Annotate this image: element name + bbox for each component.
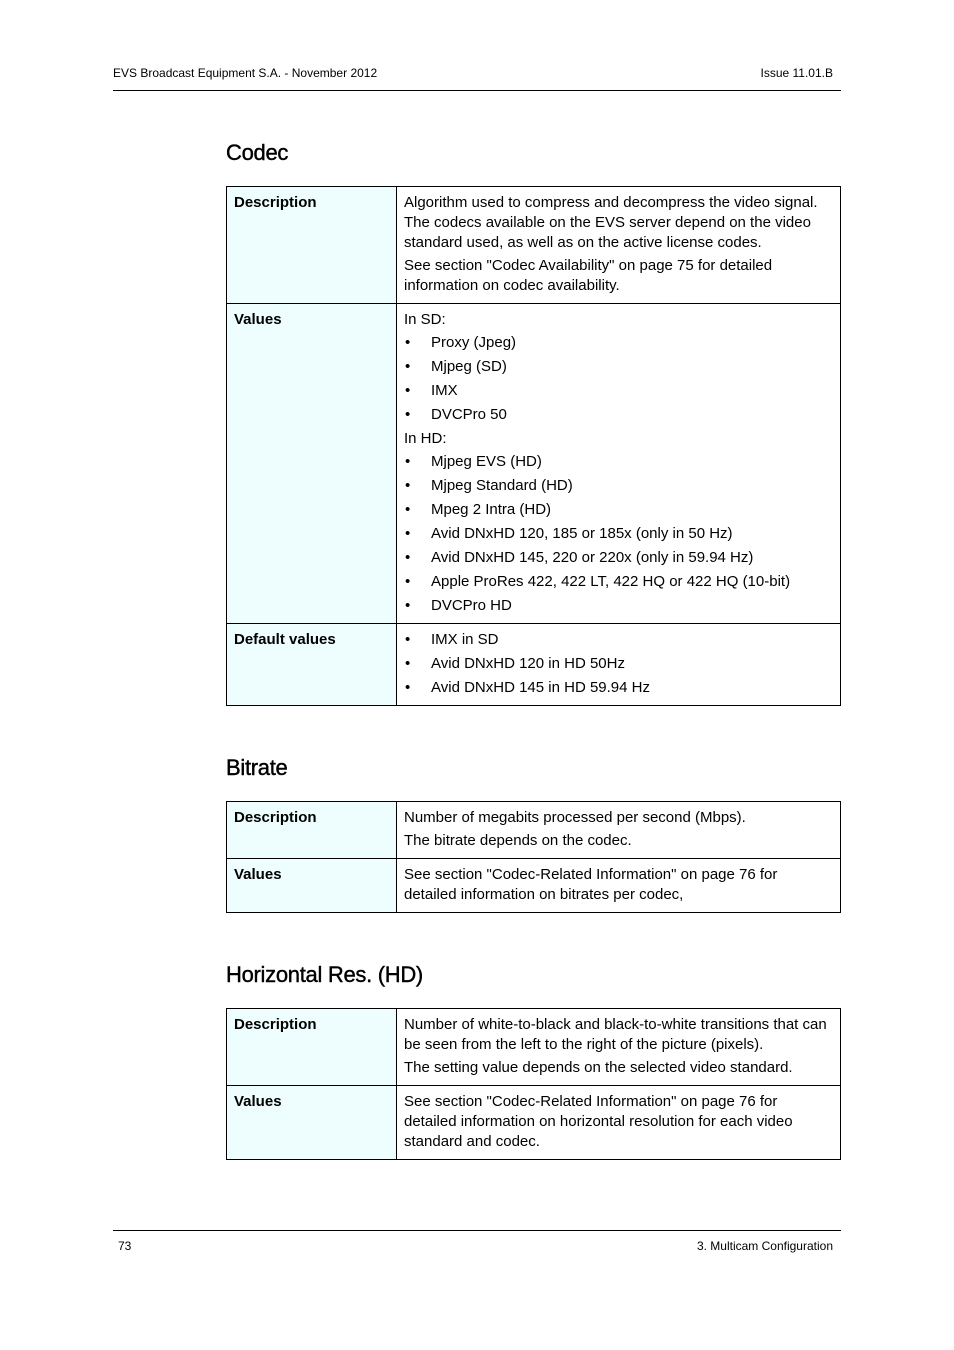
horizontal-res-values-text: See section "Codec-Related Information" on page 76 for detailed information on horizontal resolution for each video standard and codec. (404, 1093, 793, 1150)
codec-description-label: Description (227, 187, 397, 304)
codec-description-link-text: See section "Codec Availability" on page 75 for detailed information on codec availability. (404, 257, 773, 294)
list-item: • IMX (404, 381, 833, 401)
bitrate-values-row (227, 859, 841, 913)
list-item: • Mpeg 2 Intra (HD) (404, 500, 833, 520)
codec-sd-list (404, 333, 833, 425)
codec-default-row (227, 624, 841, 706)
codec-table (226, 186, 841, 706)
horizontal-res-table (226, 1008, 841, 1160)
codec-default-cell (397, 624, 841, 706)
list-item: • Avid DNxHD 145 in HD 59.94 Hz (404, 678, 833, 698)
list-item: • Apple ProRes 422, 422 LT, 422 HQ or 422 HQ (10-bit) (404, 572, 833, 592)
bitrate-description-note: The bitrate depends on the codec. (404, 832, 632, 849)
codec-values-row (227, 304, 841, 624)
bitrate-values-label: Values (227, 859, 397, 913)
codec-heading: Codec (226, 140, 289, 165)
horizontal-res-values-cell (397, 1086, 841, 1160)
list-item: • IMX in SD (404, 630, 833, 650)
page-content (226, 140, 841, 1160)
horizontal-res-description-note: The setting value depends on the selected video standard. (404, 1059, 793, 1076)
codec-values-cell (397, 304, 841, 624)
list-item: • DVCPro 50 (404, 405, 833, 425)
horizontal-res-values-row (227, 1086, 841, 1160)
list-item: • Avid DNxHD 120, 185 or 185x (only in 50 Hz) (404, 524, 833, 544)
codec-hd-list (404, 452, 833, 616)
horizontal-res-heading: Horizontal Res. (HD) (226, 962, 423, 987)
header-publisher: EVS Broadcast Equipment S.A. - November 2012 (113, 66, 378, 80)
bitrate-values-text: See section "Codec-Related Information" on page 76 for detailed information on bitrates per codec, (404, 866, 778, 903)
bitrate-description-row (227, 802, 841, 859)
bitrate-table (226, 801, 841, 913)
codec-sd-heading: In SD: (404, 311, 446, 328)
header-issue: Issue 11.01.B (760, 66, 833, 80)
horizontal-res-description-label: Description (227, 1009, 397, 1086)
horizontal-res-description-text: Number of white-to-black and black-to-white transitions that can be seen from the left to the right of the picture (pixels). (404, 1016, 827, 1053)
list-item: • DVCPro HD (404, 596, 833, 616)
codec-description-row (227, 187, 841, 304)
page-footer (113, 1230, 841, 1253)
codec-default-label: Default values (227, 624, 397, 706)
page-header (113, 66, 841, 91)
bitrate-description-cell (397, 802, 841, 859)
list-item: • Mjpeg EVS (HD) (404, 452, 833, 472)
codec-description-cell (397, 187, 841, 304)
codec-values-label: Values (227, 304, 397, 624)
bitrate-heading: Bitrate (226, 755, 288, 780)
bitrate-description-label: Description (227, 802, 397, 859)
horizontal-res-description-cell (397, 1009, 841, 1086)
bitrate-description-text: Number of megabits processed per second (Mbps). (404, 809, 746, 826)
list-item: • Mjpeg (SD) (404, 357, 833, 377)
list-item: • Mjpeg Standard (HD) (404, 476, 833, 496)
list-item: • Avid DNxHD 120 in HD 50Hz (404, 654, 833, 674)
codec-default-list (404, 630, 833, 698)
footer-chapter: 3. Multicam Configuration (696, 1239, 833, 1253)
list-item: • Avid DNxHD 145, 220 or 220x (only in 59.94 Hz) (404, 548, 833, 568)
codec-section (226, 140, 841, 706)
codec-description-text: Algorithm used to compress and decompress the video signal. The codecs available on the EVS server depend on the video standard used, as well as on the active license codes. (404, 194, 818, 251)
bitrate-section (226, 755, 841, 913)
horizontal-res-description-row (227, 1009, 841, 1086)
page-number: 73 (118, 1239, 132, 1253)
list-item: • Proxy (Jpeg) (404, 333, 833, 353)
horizontal-res-section (226, 962, 841, 1160)
horizontal-res-values-label: Values (227, 1086, 397, 1160)
codec-hd-heading: In HD: (404, 430, 447, 447)
bitrate-values-cell (397, 859, 841, 913)
